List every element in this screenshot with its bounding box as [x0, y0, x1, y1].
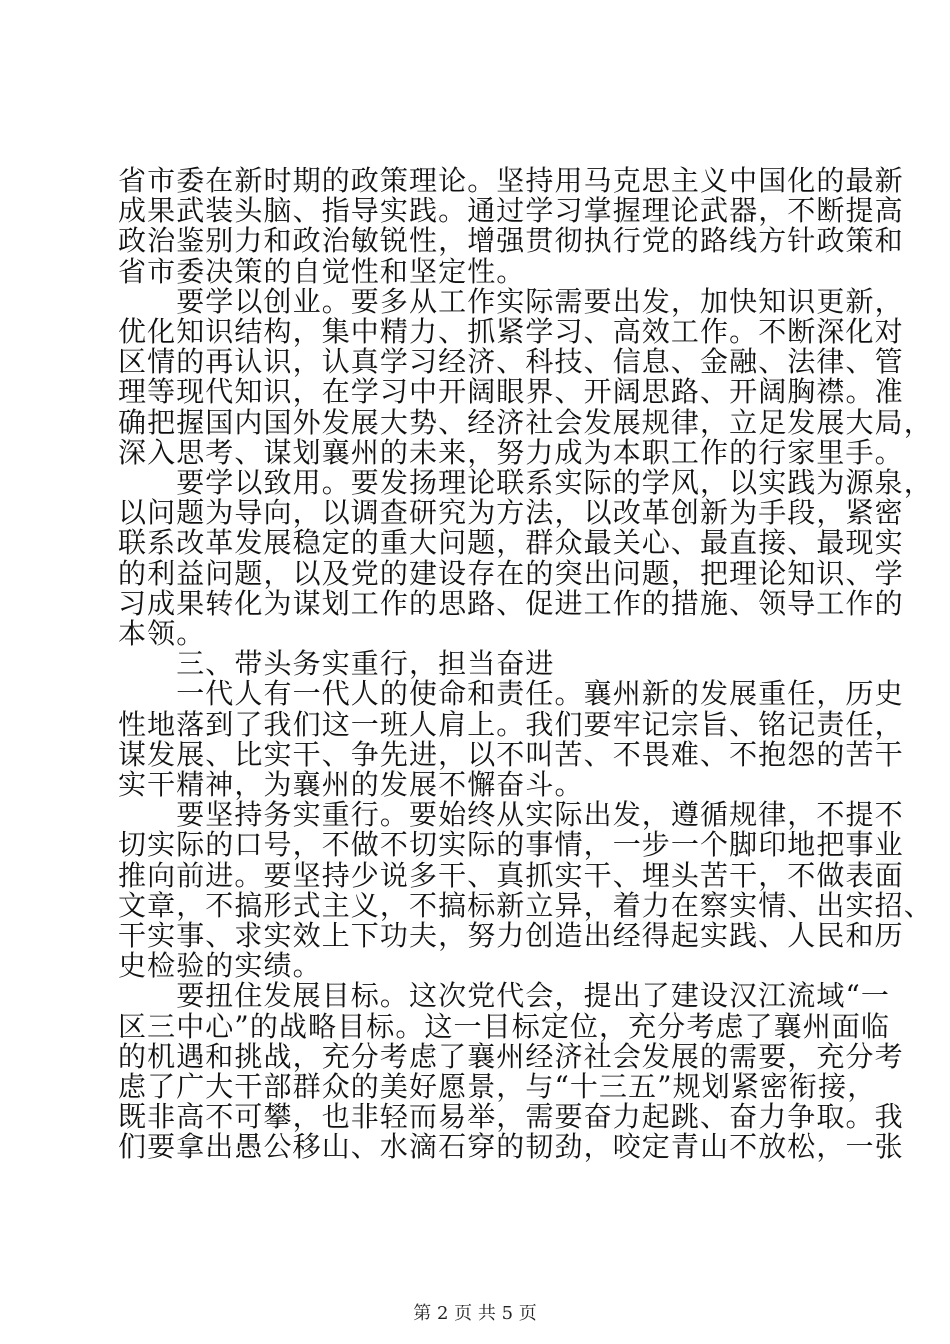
text-line: 省市委在新时期的政策理论。坚持用马克思主义中国化的最新: [118, 164, 904, 197]
text-line: 成果武装头脑、指导实践。通过学习掌握理论武器，不断提高: [118, 194, 904, 228]
text-line: 优化知识结构，集中精力、抓紧学习、高效工作。不断深化对: [118, 315, 904, 348]
text-line: 文章，不搞形式主义，不搞标新立异，着力在察实情、出实招、: [118, 888, 933, 922]
text-line: 切实际的口号，不做不切实际的事情，一步一个脚印地把事业: [118, 828, 904, 862]
text-line: 推向前进。要坚持少说多干、真抓实干、埋头苦干，不做表面: [118, 858, 904, 892]
text-line: 要学以致用。要发扬理论联系实际的学风，以实践为源泉，: [118, 466, 933, 499]
text-line: 区情的再认识，认真学习经济、科技、信息、金融、法律、管: [118, 345, 904, 379]
text-line: 谋发展、比实干、争先进，以不叫苦、不畏难、不抱怨的苦干: [118, 737, 904, 771]
text-line: 要学以创业。要多从工作实际需要出发，加快知识更新，: [118, 284, 904, 318]
text-line: 一代人有一代人的使命和责任。襄州新的发展重任，历史: [118, 677, 904, 711]
text-line: 要扭住发展目标。这次党代会，提出了建设汉江流域“一: [118, 979, 891, 1013]
text-line: 干实事、求实效上下功夫，努力创造出经得起实践、人民和历: [118, 919, 904, 952]
text-line: 们要拿出愚公移山、水滴石穿的韧劲，咬定青山不放松，一张: [118, 1130, 904, 1164]
text-line: 理等现代知识，在学习中开阔眼界、开阔思路、开阔胸襟。准: [118, 375, 904, 409]
text-line: 史检验的实绩。: [118, 949, 322, 983]
text-line: 省市委决策的自觉性和坚定性。: [118, 254, 526, 288]
page-number-footer: 第 2 页 共 5 页: [413, 1303, 537, 1324]
text-line: 确把握国内国外发展大势、经济社会发展规律，立足发展大局，: [118, 405, 933, 439]
text-line: 区三中心”的战略目标。这一目标定位，充分考虑了襄州面临: [118, 1009, 891, 1043]
text-line: 的机遇和挑战，充分考虑了襄州经济社会发展的需要，充分考: [118, 1039, 904, 1073]
text-line: 政治鉴别力和政治敏锐性，增强贯彻执行党的路线方针政策和: [118, 224, 904, 258]
text-line: 的利益问题，以及党的建设存在的突出问题，把理论知识、学: [118, 556, 904, 590]
text-line: 联系改革发展稳定的重大问题，群众最关心、最直接、最现实: [118, 526, 904, 560]
text-line: 深入思考、谋划襄州的未来，努力成为本职工作的行家里手。: [118, 435, 904, 469]
text-line: 三、带头务实重行，担当奋进: [118, 647, 555, 681]
text-line: 虑了广大干部群众的美好愿景，与“十三五”规划紧密衔接，: [118, 1070, 877, 1103]
text-line: 性地落到了我们这一班人肩上。我们要牢记宗旨、铭记责任，: [118, 707, 904, 741]
text-line: 本领。: [118, 617, 206, 650]
text-line: 习成果转化为谋划工作的思路、促进工作的措施、领导工作的: [118, 586, 904, 620]
text-line: 要坚持务实重行。要始终从实际出发，遵循规律，不提不: [118, 798, 904, 832]
text-line: 既非高不可攀，也非轻而易举，需要奋力起跳、奋力争取。我: [118, 1100, 904, 1134]
text-line: 以问题为导向，以调查研究为方法，以改革创新为手段，紧密: [118, 496, 904, 530]
text-line: 实干精神，为襄州的发展不懈奋斗。: [118, 768, 584, 801]
